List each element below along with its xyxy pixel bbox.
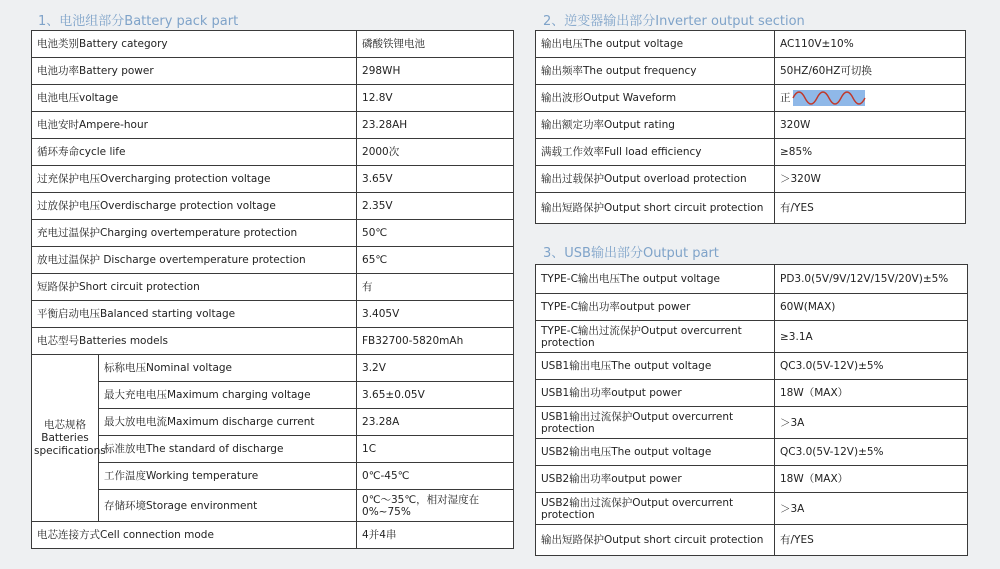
table-row: [32, 85, 514, 112]
spec-value: 磷酸铁锂电池: [357, 31, 514, 58]
spec-label: 输出波形Output Waveform: [536, 85, 775, 112]
table-row: [32, 328, 514, 355]
spec-value: 3.405V: [357, 301, 514, 328]
table-row: [536, 439, 968, 466]
spec-label: 过放保护电压Overdischarge protection voltage: [32, 193, 357, 220]
spec-value: ＞320W: [775, 166, 966, 193]
spec-value: 60W(MAX): [775, 294, 968, 321]
spec-label: 输出电压The output voltage: [536, 31, 775, 58]
spec-label: USB2输出过流保护Output overcurrent protection: [536, 493, 775, 525]
cell-spec-group-label: 电芯规格Batteries specifications: [32, 355, 99, 522]
sine-wave-icon: [793, 90, 865, 106]
table-row: [32, 382, 514, 409]
spec-value: AC110V±10%: [775, 31, 966, 58]
table-row: [32, 522, 514, 549]
spec-value: [775, 85, 966, 112]
spec-value: 3.65V: [357, 166, 514, 193]
spec-label: 充电过温保护Charging overtemperature protection: [32, 220, 357, 247]
spec-value: 3.2V: [357, 355, 514, 382]
table-row: [536, 525, 968, 556]
spec-label: 电池电压voltage: [32, 85, 357, 112]
spec-label: 输出短路保护Output short circuit protection: [536, 193, 775, 224]
spec-label: 存储环境Storage environment: [99, 490, 357, 522]
spec-label: USB2输出功率output power: [536, 466, 775, 493]
battery-table: [31, 30, 514, 549]
table-row: [32, 166, 514, 193]
spec-value: 有/YES: [775, 193, 966, 224]
table-row: [32, 274, 514, 301]
spec-label: 输出额定功率Output rating: [536, 112, 775, 139]
table-row: [32, 112, 514, 139]
spec-label: 输出频率The output frequency: [536, 58, 775, 85]
spec-value: 2.35V: [357, 193, 514, 220]
table-row: [536, 407, 968, 439]
table-row: [536, 193, 966, 224]
spec-value: 320W: [775, 112, 966, 139]
table-row: [32, 463, 514, 490]
spec-label: 电池安时Ampere-hour: [32, 112, 357, 139]
spec-value: 50HZ/60HZ可切换: [775, 58, 966, 85]
inverter-section-title: 2、逆变器输出部分Inverter output section: [543, 14, 805, 29]
spec-value: 有: [357, 274, 514, 301]
spec-value: 0℃～35℃，相对湿度在0%~75%: [357, 490, 514, 522]
table-row: [536, 353, 968, 380]
table-row: [32, 58, 514, 85]
spec-value: 3.65±0.05V: [357, 382, 514, 409]
inverter-table: [535, 30, 966, 224]
spec-value: 0℃-45℃: [357, 463, 514, 490]
spec-label: USB2输出电压The output voltage: [536, 439, 775, 466]
spec-value: 1C: [357, 436, 514, 463]
spec-value: 有/YES: [775, 525, 968, 556]
spec-value: PD3.0(5V/9V/12V/15V/20V)±5%: [775, 265, 968, 294]
spec-label: USB1输出功率output power: [536, 380, 775, 407]
spec-value: ＞3A: [775, 407, 968, 439]
spec-label: 工作温度Working temperature: [99, 463, 357, 490]
spec-label: TYPE-C输出过流保护Output overcurrent protection: [536, 321, 775, 353]
spec-label: 电池类别Battery category: [32, 31, 357, 58]
table-row: [32, 409, 514, 436]
spec-label: 电芯型号Batteries models: [32, 328, 357, 355]
spec-value: 2000次: [357, 139, 514, 166]
spec-label: 满载工作效率Full load efficiency: [536, 139, 775, 166]
table-row: [536, 294, 968, 321]
spec-value: 23.28AH: [357, 112, 514, 139]
spec-value: 65℃: [357, 247, 514, 274]
spec-value: QC3.0(5V-12V)±5%: [775, 439, 968, 466]
table-row: [32, 193, 514, 220]
spec-value: FB32700-5820mAh: [357, 328, 514, 355]
spec-label: 输出短路保护Output short circuit protection: [536, 525, 775, 556]
table-row: [536, 321, 968, 353]
spec-label: 短路保护Short circuit protection: [32, 274, 357, 301]
spec-value: 18W（MAX）: [775, 466, 968, 493]
table-row: [32, 301, 514, 328]
table-row: [32, 247, 514, 274]
spec-label: 最大充电电压Maximum charging voltage: [99, 382, 357, 409]
table-row: [536, 166, 966, 193]
spec-label: 放电过温保护 Discharge overtemperature protection: [32, 247, 357, 274]
table-row: [536, 493, 968, 525]
table-row: [536, 112, 966, 139]
table-row: [32, 490, 514, 522]
table-row: [536, 58, 966, 85]
spec-label: 标准放电The standard of discharge: [99, 436, 357, 463]
spec-value: 298WH: [357, 58, 514, 85]
usb-section-title: 3、USB输出部分Output part: [543, 246, 719, 261]
spec-value: 50℃: [357, 220, 514, 247]
table-row: [536, 466, 968, 493]
spec-value: 18W（MAX）: [775, 380, 968, 407]
spec-value: ＞3A: [775, 493, 968, 525]
spec-value: ≥85%: [775, 139, 966, 166]
spec-value: 4并4串: [357, 522, 514, 549]
spec-label: USB1输出过流保护Output overcurrent protection: [536, 407, 775, 439]
table-row: [536, 265, 968, 294]
waveform-value: 正: [780, 92, 791, 104]
spec-label: TYPE-C输出电压The output voltage: [536, 265, 775, 294]
table-row: [32, 355, 514, 382]
spec-label: 电芯连接方式Cell connection mode: [32, 522, 357, 549]
table-row: [536, 139, 966, 166]
table-row: [536, 85, 966, 112]
spec-label: 过充保护电压Overcharging protection voltage: [32, 166, 357, 193]
spec-label: 循环寿命cycle life: [32, 139, 357, 166]
spec-value: QC3.0(5V-12V)±5%: [775, 353, 968, 380]
spec-label: 标称电压Nominal voltage: [99, 355, 357, 382]
table-row: [536, 380, 968, 407]
table-row: [32, 436, 514, 463]
table-row: [32, 139, 514, 166]
battery-section-title: 1、电池组部分Battery pack part: [38, 14, 239, 29]
spec-label: TYPE-C输出功率output power: [536, 294, 775, 321]
table-row: [536, 31, 966, 58]
usb-table: [535, 264, 968, 556]
spec-value: 23.28A: [357, 409, 514, 436]
table-row: [32, 220, 514, 247]
table-row: [32, 31, 514, 58]
spec-value: ≥3.1A: [775, 321, 968, 353]
spec-label: 平衡启动电压Balanced starting voltage: [32, 301, 357, 328]
spec-label: 最大放电电流Maximum discharge current: [99, 409, 357, 436]
spec-label: 电池功率Battery power: [32, 58, 357, 85]
spec-label: USB1输出电压The output voltage: [536, 353, 775, 380]
spec-label: 输出过载保护Output overload protection: [536, 166, 775, 193]
spec-value: 12.8V: [357, 85, 514, 112]
